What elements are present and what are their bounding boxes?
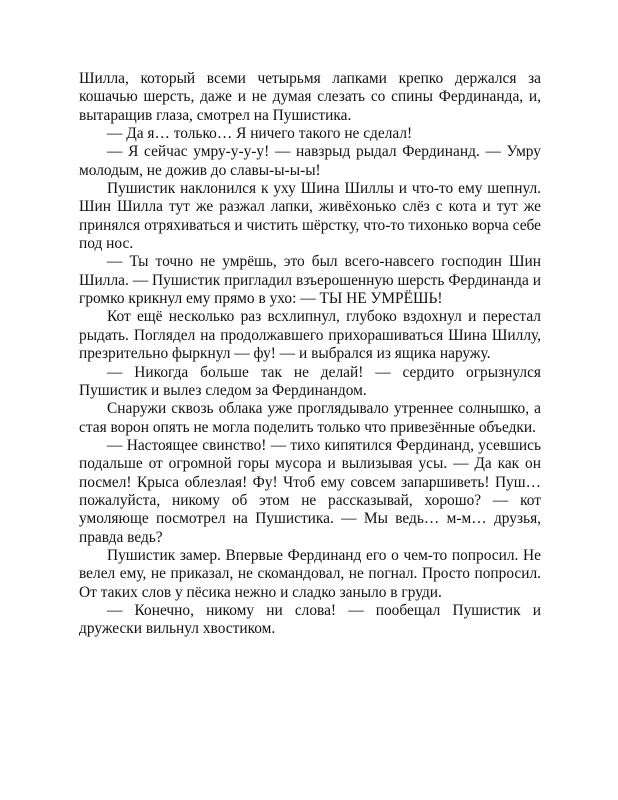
paragraph-11: — Конечно, никому ни слова! — пообещал Пушистик и дружески вильнул хвостиком.	[79, 601, 541, 638]
paragraph-9: — Настоящее свинство! — тихо кипятился Фердинанд, усевшись подальше от огромной горы мусора и вылизывая усы. — Да как он посмел! Крыса облезлая! Фу! Чтоб ему совсем запаршиветь! Пуш… пожалуйста, никому об этом не рассказывай, хорошо? — кот умоляюще посмотрел на Пушистика. — Мы ведь… м-м… друзья, правда ведь?	[79, 436, 541, 546]
paragraph-3: — Я сейчас умру-у-у-у! — навзрыд рыдал Фердинанд. — Умру молодым, не дожив до славы-ы-ы-ы!	[79, 143, 541, 179]
paragraph-5: — Ты точно не умрёшь, это был всего-навсего господин Шин Шилла. — Пушистик пригладил взъерошенную шерсть Фердинанда и громко крикнул ему прямо в ухо: — ТЫ НЕ УМРЁШЬ!	[79, 253, 541, 308]
paragraph-6: Кот ещё несколько раз всхлипнул, глубоко вздохнул и перестал рыдать. Поглядел на продолжавшего прихорашиваться Шина Шиллу, презрительно фыркнул — фу! — и выбрался из ящика наружу.	[79, 308, 541, 363]
book-page-text	[79, 70, 541, 639]
paragraph-8: Снаружи сквозь облака уже проглядывало утреннее солнышко, а стая ворон опять не могла поделить только что привезённые объедки.	[79, 400, 541, 436]
paragraph-4: Пушистик наклонился к уху Шина Шиллы и что-то ему шепнул. Шин Шилла тут же разжал лапки, живёхонько слёз с кота и тут же принялся отряхиваться и чистить шёрстку, что-то тихонько ворча себе под нос.	[79, 180, 541, 253]
paragraph-1: Шилла, который всеми четырьмя лапками крепко держался за кошачью шерсть, даже и не думая слезать со спины Фердинанда, и, вытаращив глаза, смотрел на Пушистика.	[79, 70, 541, 124]
paragraph-7: — Никогда больше так не делай! — сердито огрызнулся Пушистик и вылез следом за Фердинандом.	[79, 363, 541, 399]
paragraph-2: — Да я… только… Я ничего такого не сделал!	[107, 125, 413, 143]
paragraph-10: Пушистик замер. Впервые Фердинанд его о чем-то попросил. Не велел ему, не приказал, не скомандовал, не погнал. Просто попросил. От таких слов у пёсика нежно и сладко заныло в груди.	[79, 546, 541, 601]
